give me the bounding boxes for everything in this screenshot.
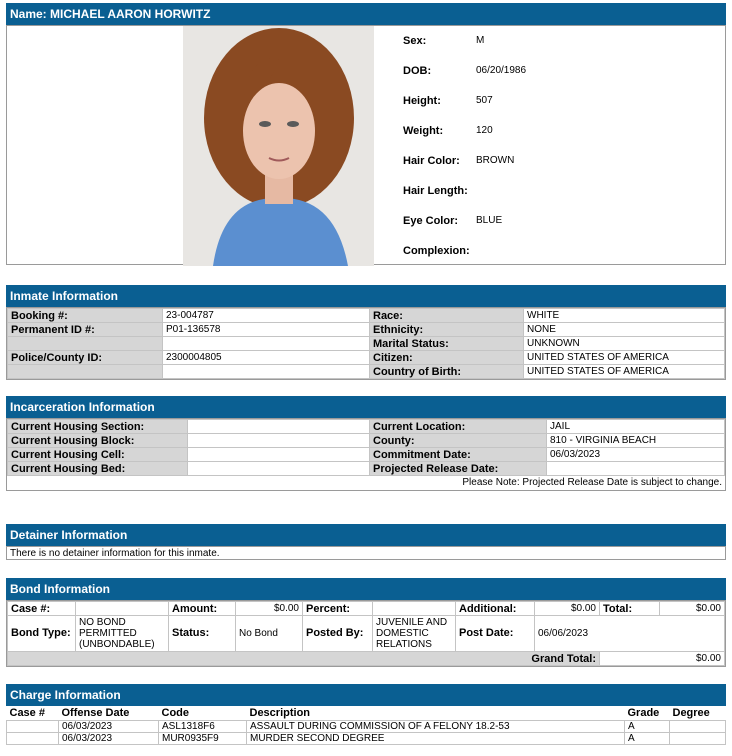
bond-type-value: NO BOND PERMITTED (UNBONDABLE) [76, 616, 169, 652]
inmate-label [8, 337, 163, 351]
profile-attribute-value: 507 [476, 95, 493, 106]
bond-posted-by-label: Posted By: [303, 616, 373, 652]
charge-cell: MURDER SECOND DEGREE [247, 732, 625, 744]
profile-attribute-value: 120 [476, 125, 493, 136]
charge-column-header: Grade [625, 706, 670, 720]
mugshot-image [183, 26, 374, 266]
bond-header: Bond Information [6, 578, 726, 600]
inmate-row [8, 365, 725, 379]
charge-column-header: Case # [7, 706, 59, 720]
profile-attribute-label: Height: [403, 95, 441, 107]
grand-total-label: Grand Total: [8, 652, 600, 666]
charge-cell: 06/03/2023 [59, 720, 159, 732]
incarceration-label: Current Housing Block: [8, 434, 188, 448]
charge-header-row [7, 706, 726, 720]
bond-additional-value: $0.00 [535, 602, 600, 616]
incarceration-row [8, 448, 725, 462]
inmate-row [8, 337, 725, 351]
profile-box [6, 25, 726, 265]
bond-status-label: Status: [169, 616, 236, 652]
name-header: Name: MICHAEL AARON HORWITZ [6, 3, 726, 25]
bond-table [7, 601, 725, 666]
bond-section [6, 578, 726, 667]
bond-type-label: Bond Type: [8, 616, 76, 652]
bond-posted-by-value: JUVENILE AND DOMESTIC RELATIONS [373, 616, 456, 652]
charge-row [7, 732, 726, 744]
charge-column-header: Description [247, 706, 625, 720]
inmate-label: Country of Birth: [370, 365, 524, 379]
incarceration-value: 06/03/2023 [547, 448, 725, 462]
incarceration-row [8, 462, 725, 476]
charge-cell [7, 732, 59, 744]
inmate-value: NONE [524, 323, 725, 337]
profile-attribute-label: DOB: [403, 65, 432, 77]
profile-attribute-value: M [476, 35, 485, 46]
bond-amount-value: $0.00 [236, 602, 303, 616]
bond-post-date-label: Post Date: [456, 616, 535, 652]
release-date-note: Please Note: Projected Release Date is subject to change. [462, 477, 722, 488]
inmate-value [163, 365, 370, 379]
profile-attribute-label: Sex: [403, 35, 427, 47]
inmate-label: Police/County ID: [8, 351, 163, 365]
inmate-row [8, 351, 725, 365]
inmate-label: Permanent ID #: [8, 323, 163, 337]
incarceration-value [188, 462, 370, 476]
inmate-value [163, 337, 370, 351]
charge-cell: A [625, 720, 670, 732]
charge-table [6, 706, 726, 745]
detainer-header: Detainer Information [6, 524, 726, 546]
incarceration-row [8, 420, 725, 434]
incarceration-value: 810 - VIRGINIA BEACH [547, 434, 725, 448]
incarceration-label: Projected Release Date: [370, 462, 547, 476]
inmate-label [8, 365, 163, 379]
charge-row [7, 720, 726, 732]
inmate-value: P01-136578 [163, 323, 370, 337]
inmate-label: Citizen: [370, 351, 524, 365]
incarceration-value: JAIL [547, 420, 725, 434]
profile-attribute-label: Complexion: [403, 245, 470, 257]
bond-case-value [76, 602, 169, 616]
bond-box [6, 600, 726, 667]
inmate-label: Race: [370, 309, 524, 323]
incarceration-header: Incarceration Information [6, 396, 726, 418]
inmate-value: 2300004805 [163, 351, 370, 365]
charge-column-header: Code [159, 706, 247, 720]
bond-percent-value [373, 602, 456, 616]
incarceration-box [6, 418, 726, 491]
charge-cell [670, 732, 726, 744]
profile-attribute-label: Hair Length: [403, 185, 468, 197]
charge-column-header: Degree [670, 706, 726, 720]
inmate-row [8, 309, 725, 323]
charge-cell: A [625, 732, 670, 744]
incarceration-label: Current Housing Cell: [8, 448, 188, 462]
inmate-value: WHITE [524, 309, 725, 323]
mugshot-photo [183, 26, 374, 266]
inmate-label: Booking #: [8, 309, 163, 323]
incarceration-table [7, 419, 725, 476]
bond-amount-label: Amount: [169, 602, 236, 616]
bond-percent-label: Percent: [303, 602, 373, 616]
bond-total-value: $0.00 [660, 602, 725, 616]
inmate-value: 23-004787 [163, 309, 370, 323]
inmate-label: Ethnicity: [370, 323, 524, 337]
charge-cell: 06/03/2023 [59, 732, 159, 744]
charge-header: Charge Information [6, 684, 726, 706]
bond-total-label: Total: [600, 602, 660, 616]
profile-attribute-value: BROWN [476, 155, 515, 166]
detainer-section [6, 524, 726, 560]
inmate-header: Inmate Information [6, 285, 726, 307]
inmate-box [6, 307, 726, 380]
profile-attribute-label: Hair Color: [403, 155, 460, 167]
detainer-text: There is no detainer information for this inmate. [6, 546, 726, 560]
incarceration-row [8, 434, 725, 448]
bond-additional-label: Additional: [456, 602, 535, 616]
inmate-value: UNITED STATES OF AMERICA [524, 351, 725, 365]
name-section [6, 3, 726, 265]
incarceration-value [188, 434, 370, 448]
incarceration-label: Current Housing Section: [8, 420, 188, 434]
incarceration-label: Current Location: [370, 420, 547, 434]
profile-attribute-value: BLUE [476, 215, 503, 226]
incarceration-value [188, 420, 370, 434]
bond-post-date-value: 06/06/2023 [535, 616, 725, 652]
incarceration-value [188, 448, 370, 462]
bond-case-label: Case #: [8, 602, 76, 616]
charge-section [6, 684, 726, 745]
charge-cell: MUR0935F9 [159, 732, 247, 744]
inmate-label: Marital Status: [370, 337, 524, 351]
incarceration-label: Commitment Date: [370, 448, 547, 462]
incarceration-label: County: [370, 434, 547, 448]
inmate-table [7, 308, 725, 379]
profile-attribute-value: 06/20/1986 [476, 65, 527, 76]
inmate-value: UNKNOWN [524, 337, 725, 351]
charge-cell [7, 720, 59, 732]
charge-cell [670, 720, 726, 732]
incarceration-value [547, 462, 725, 476]
inmate-row [8, 323, 725, 337]
profile-attribute-label: Weight: [403, 125, 444, 137]
grand-total-value: $0.00 [600, 652, 725, 666]
charge-column-header: Offense Date [59, 706, 159, 720]
charge-cell: ASL1318F6 [159, 720, 247, 732]
profile-attribute-label: Eye Color: [403, 215, 459, 227]
inmate-section [6, 285, 726, 380]
incarceration-label: Current Housing Bed: [8, 462, 188, 476]
inmate-value: UNITED STATES OF AMERICA [524, 365, 725, 379]
charge-cell: ASSAULT DURING COMMISSION OF A FELONY 18.2-53 [247, 720, 625, 732]
incarceration-section [6, 396, 726, 491]
bond-status-value: No Bond [236, 616, 303, 652]
